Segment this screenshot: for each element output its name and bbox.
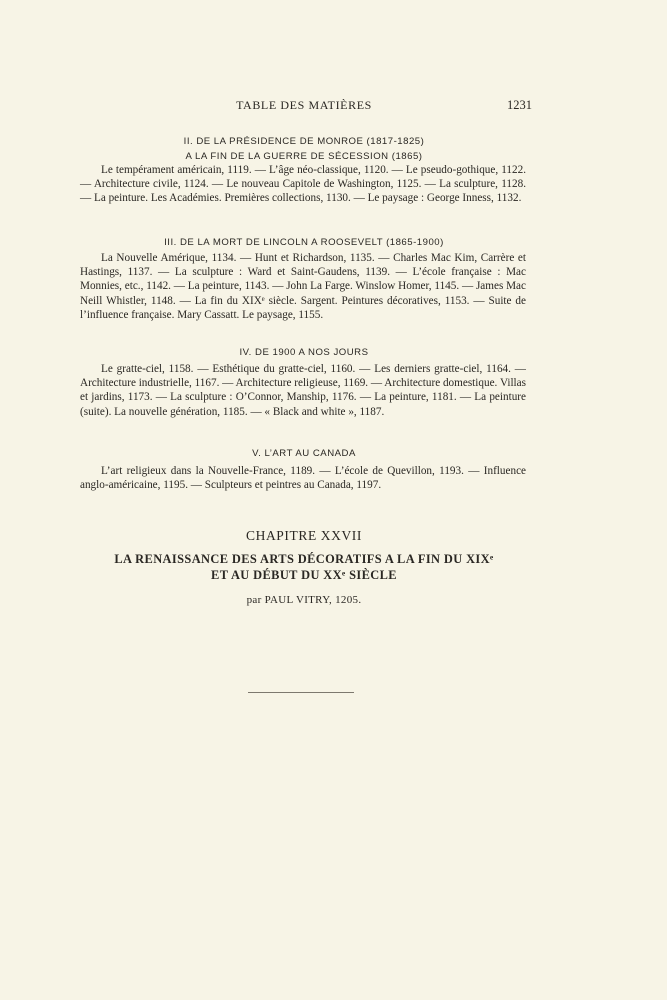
section-heading-line: V. L’ART AU CANADA xyxy=(252,448,356,459)
section-text-iv: Le gratte-ciel, 1158. — Esthétique du gratte-ciel, 1160. — Les derniers gratte-ciel, 1164. — Architecture industrielle, 1167. — Architecture religieuse, 1169. — Architecture domestique. Villas et jardins, 1173. — La sculpture : O’Connor, Manship, 1176. — La peinture, 1181. — La peinture (suite). La nouvelle génération, 1185. — « Black and white », 1187. xyxy=(80,363,526,418)
section-heading-iv xyxy=(80,345,528,360)
chapter-number: CHAPITRE XXVII xyxy=(245,528,363,543)
section-heading-v xyxy=(80,446,528,461)
divider-rule xyxy=(248,692,354,693)
section-text-v: L’art religieux dans la Nouvelle-France, 1189. — L’école de Quevillon, 1193. — Influence anglo-américaine, 1195. — Sculpteurs et peintres au Canada, 1197. xyxy=(80,465,526,492)
section-heading-line: A LA FIN DE LA GUERRE DE SÉCESSION (1865) xyxy=(185,151,423,162)
section-heading-line: IV. DE 1900 A NOS JOURS xyxy=(239,347,369,358)
running-title: TABLE DES MATIÈRES xyxy=(236,98,372,112)
chapter-title-line: LA RENAISSANCE DES ARTS DÉCORATIFS A LA FIN DU XIXᵉ xyxy=(114,552,494,566)
page-number: 1231 xyxy=(507,98,532,112)
running-head xyxy=(0,98,667,114)
chapter-title xyxy=(80,551,528,583)
section-text-iii: La Nouvelle Amérique, 1134. — Hunt et Richardson, 1135. — Charles Mac Kim, Carrère et Hastings, 1137. — La sculpture : Ward et Saint-Gaudens, 1139. — L’école française : Mac Monnies, etc., 1142. — La peinture, 1143. — John La Farge. Winslow Homer, 1145. — James Mac Neill Whistler, 1148. — La fin du XIXᵉ siècle. Sargent. Peintures décoratives, 1153. — Suite de l’influence française. Mary Cassatt. Le paysage, 1155. xyxy=(80,252,526,321)
section-text-ii: Le tempérament américain, 1119. — L’âge néo-classique, 1120. — Le pseudo-gothique, 1122. — Architecture civile, 1124. — Le nouveau Capitole de Washington, 1125. — La sculpture, 1128. — La peinture. Les Académies. Premières collections, 1130. — Le paysage : George Inness, 1132. xyxy=(80,164,526,205)
section-heading-line: II. DE LA PRÉSIDENCE DE MONROE (1817-1825) xyxy=(183,136,425,147)
section-heading-iii xyxy=(80,235,528,250)
section-heading-ii xyxy=(80,134,528,164)
section-heading-line: III. DE LA MORT DE LINCOLN A ROOSEVELT (1865-1900) xyxy=(164,237,444,248)
chapter-author: par PAUL VITRY, 1205. xyxy=(246,594,362,606)
chapter-title-line: ET AU DÉBUT DU XXᵉ SIÈCLE xyxy=(211,568,397,582)
